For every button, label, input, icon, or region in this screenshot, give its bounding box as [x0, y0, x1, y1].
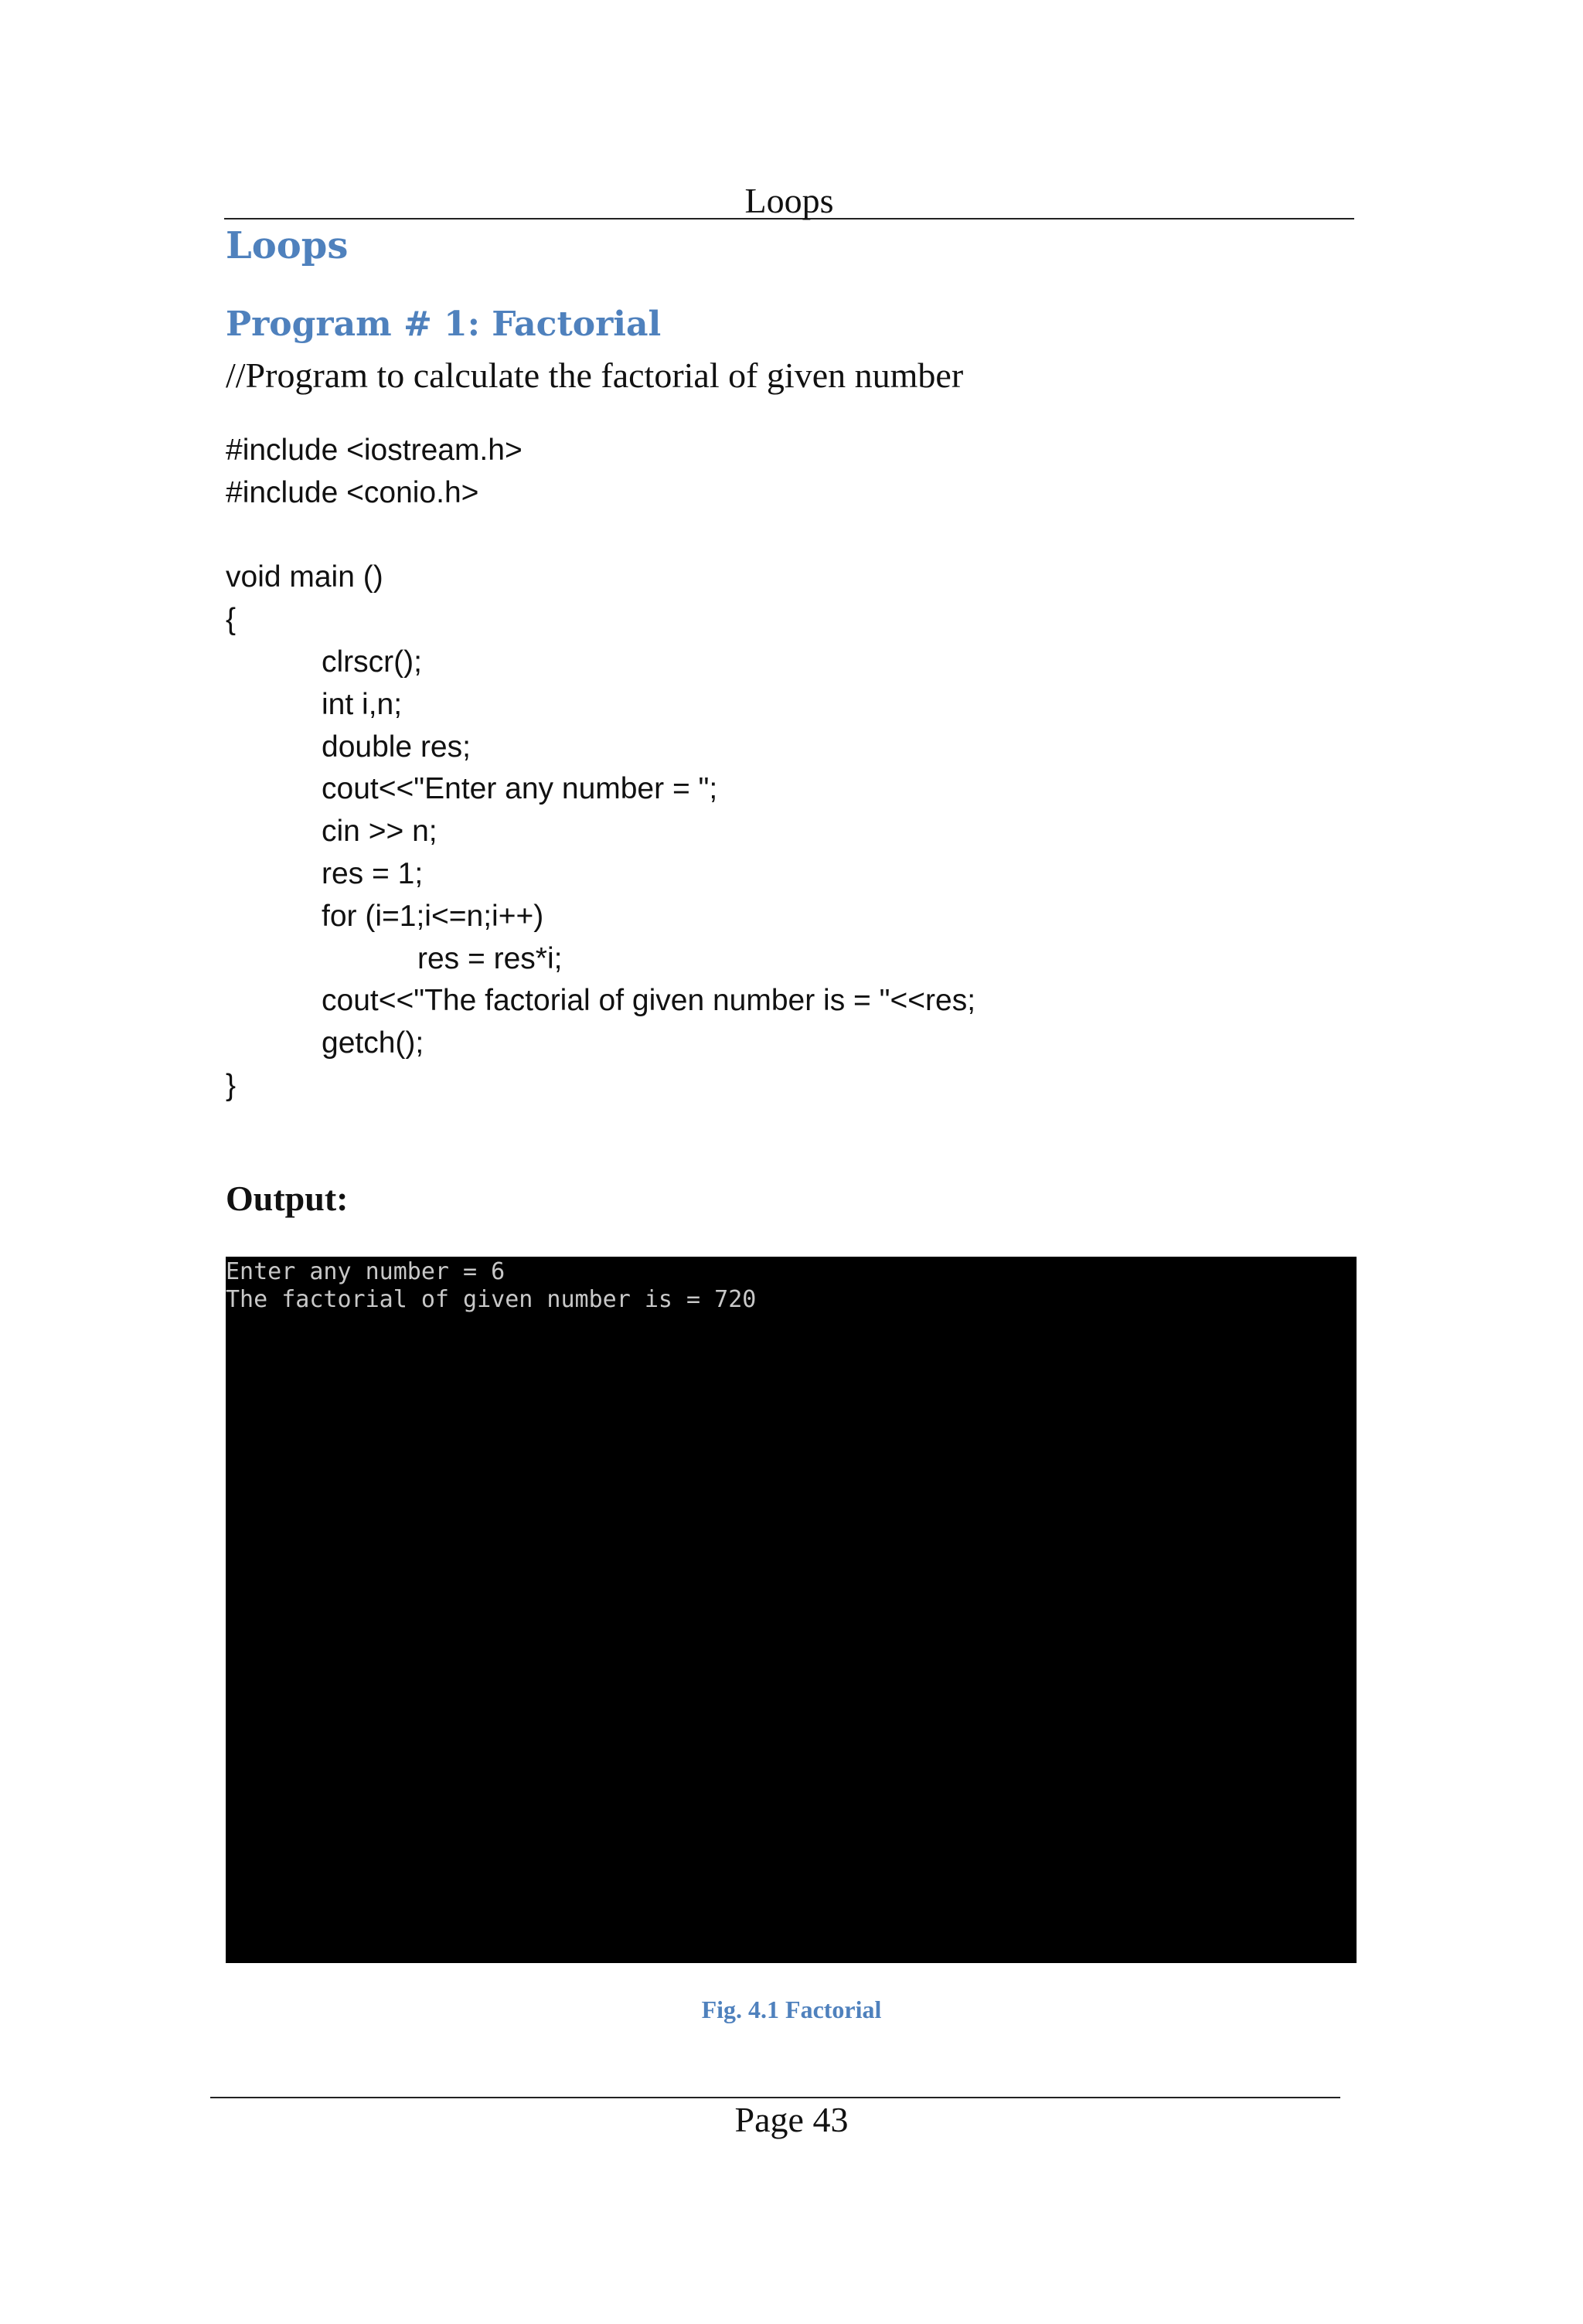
- terminal-line: Enter any number = 6: [226, 1258, 506, 1285]
- code-line: {: [226, 603, 237, 637]
- running-header: [224, 176, 1354, 219]
- code-line: res = res*i;: [417, 941, 563, 975]
- running-header-title: Loops: [744, 181, 834, 220]
- code-line: for (i=1;i<=n;i++): [322, 899, 544, 933]
- code-line: clrscr();: [322, 645, 422, 679]
- figure-caption: Fig. 4.1 Factorial: [701, 1996, 882, 2023]
- terminal-line: The factorial of given number is = 720: [226, 1286, 757, 1313]
- code-line: cout<<"Enter any number = ";: [322, 772, 718, 806]
- output-heading: Output:: [226, 1179, 349, 1218]
- code-line: cout<<"The factorial of given number is = "<<res;: [322, 984, 976, 1018]
- code-line: cin >> n;: [322, 815, 437, 849]
- code-line: res = 1;: [322, 856, 424, 890]
- program-description: //Program to calculate the factorial of given number: [226, 356, 964, 395]
- code-line: }: [226, 1068, 237, 1102]
- page-number: Page 43: [734, 2100, 849, 2139]
- program-title: Program # 1: Factorial: [226, 305, 662, 344]
- code-line: int i,n;: [322, 687, 403, 721]
- code-line: getch();: [322, 1026, 424, 1060]
- console-output-screenshot: [226, 1257, 1357, 1963]
- code-line: #include <conio.h>: [226, 475, 479, 509]
- chapter-title: Loops: [226, 224, 349, 267]
- code-line: double res;: [322, 730, 471, 764]
- code-line: void main (): [226, 560, 383, 594]
- code-line: [226, 515, 975, 557]
- footer-rule: [210, 2097, 1340, 2098]
- code-line: #include <iostream.h>: [226, 434, 523, 467]
- code-listing: [226, 430, 975, 1108]
